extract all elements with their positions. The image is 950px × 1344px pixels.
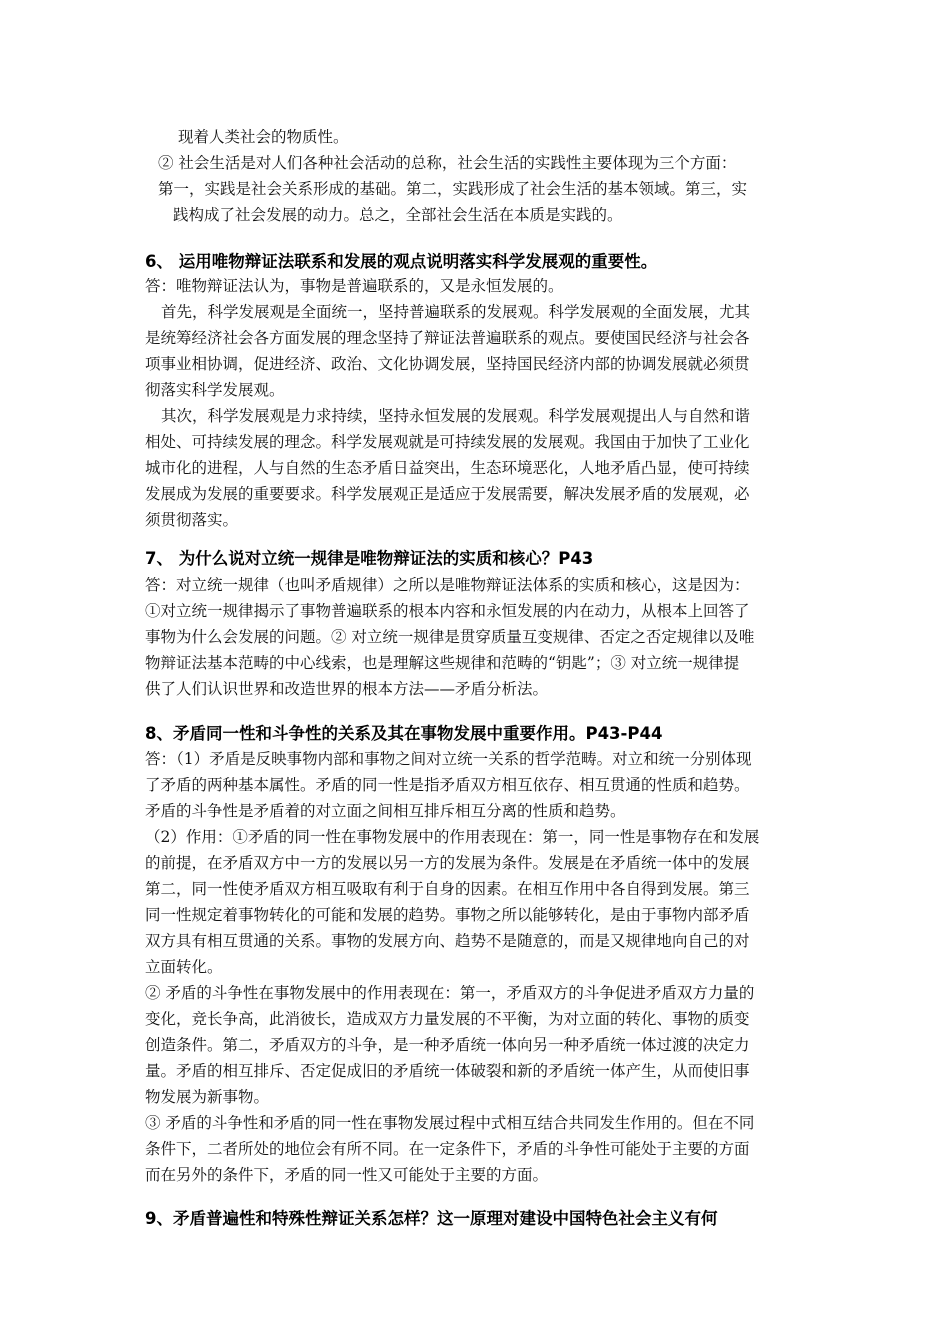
answer-line: 首先，科学发展观是全面统一，坚持普遍联系的发展观。科学发展观的全面发展，尤其 [161, 303, 751, 321]
answer-line: 须贯彻落实。 [145, 511, 239, 529]
answer-line: 事物为什么会发展的问题。② 对立统一规律是贯穿质量互变规律、否定之否定规律以及唯 [145, 628, 755, 646]
answer-line: 同一性规定着事物转化的可能和发展的趋势。事物之所以能够转化，是由于事物内部矛盾 [145, 906, 750, 924]
answer-line: 条件下，二者所处的地位会有所不同。在一定条件下，矛盾的斗争性可能处于主要的方面 [145, 1140, 750, 1158]
answer-line: 相处、可持续发展的理念。科学发展观就是可持续发展的发展观。我国由于加快了工业化 [145, 433, 750, 451]
answer-line: 矛盾的斗争性是矛盾着的对立面之间相互排斥相互分离的性质和趋势。 [145, 802, 626, 820]
answer-line: 彻落实科学发展观。 [145, 381, 285, 399]
answer-line: ② 矛盾的斗争性在事物发展中的作用表现在：第一，矛盾双方的斗争促进矛盾双方力量的 [145, 984, 755, 1002]
answer-line: 而在另外的条件下，矛盾的同一性又可能处于主要的方面。 [145, 1166, 549, 1184]
answer-line: 的前提，在矛盾双方中一方的发展以另一方的发展为条件。发展是在矛盾统一体中的发展 [145, 854, 750, 872]
answer-line: 供了人们认识世界和改造世界的根本方法——矛盾分析法。 [145, 680, 549, 698]
question-7-heading: 7、 为什么说对立统一规律是唯物辩证法的实质和核心？P43 [145, 549, 594, 568]
answer-line: ①对立统一规律揭示了事物普遍联系的根本内容和永恒发展的内在动力，从根本上回答了 [145, 602, 750, 620]
answer-line: ③ 矛盾的斗争性和矛盾的同一性在事物发展过程中式相互结合共同发生作用的。但在不同 [145, 1114, 755, 1132]
answer-line: 是统筹经济社会各方面发展的理念坚持了辩证法普遍联系的观点。要使国民经济与社会各 [145, 329, 750, 347]
answer-line: 答：（1）矛盾是反映事物内部和事物之间对立统一关系的哲学范畴。对立和统一分别体现 [145, 750, 752, 768]
answer-line: 答：对立统一规律（也叫矛盾规律）之所以是唯物辩证法体系的实质和核心，这是因为： [145, 576, 750, 594]
answer-line: 双方具有相互贯通的关系。事物的发展方向、趋势不是随意的，而是又规律地向自己的对 [145, 932, 750, 950]
answer-line: 物辩证法基本范畴的中心线索，也是理解这些规律和范畴的“钥匙”；③ 对立统一规律提 [145, 654, 740, 672]
answer-line: 立面转化。 [145, 958, 223, 976]
paragraph-line: 现着人类社会的物质性。 [178, 128, 349, 146]
question-6-heading: 6、 运用唯物辩证法联系和发展的观点说明落实科学发展观的重要性。 [145, 252, 658, 271]
answer-line: 物发展为新事物。 [145, 1088, 270, 1106]
answer-line: 答：唯物辩证法认为，事物是普遍联系的，又是永恒发展的。 [145, 277, 564, 295]
answer-line: 变化，竞长争高，此消彼长，造成双方力量发展的不平衡，为对立面的转化、事物的质变 [145, 1010, 750, 1028]
answer-line: 量。矛盾的相互排斥、否定促成旧的矛盾统一体破裂和新的矛盾统一体产生，从而使旧事 [145, 1062, 750, 1080]
paragraph-line: 践构成了社会发展的动力。总之，全部社会生活在本质是实践的。 [173, 206, 623, 224]
answer-line: 第二，同一性使矛盾双方相互吸取有利于自身的因素。在相互作用中各自得到发展。第三 [145, 880, 750, 898]
answer-line: 项事业相协调，促进经济、政治、文化协调发展，坚持国民经济内部的协调发展就必须贯 [145, 355, 750, 373]
question-8-heading: 8、矛盾同一性和斗争性的关系及其在事物发展中重要作用。P43-P44 [145, 724, 663, 743]
paragraph-line: 第一，实践是社会关系形成的基础。第二，实践形成了社会生活的基本领域。第三，实 [158, 180, 748, 198]
answer-line: （2）作用：①矛盾的同一性在事物发展中的作用表现在：第一，同一性是事物存在和发展 [145, 828, 760, 846]
answer-line: 城市化的进程，人与自然的生态矛盾日益突出，生态环境恶化，人地矛盾凸显，使可持续 [145, 459, 750, 477]
answer-line: 了矛盾的两种基本属性。矛盾的同一性是指矛盾双方相互依存、相互贯通的性质和趋势。 [145, 776, 750, 794]
paragraph-line: ② 社会生活是对人们各种社会活动的总称，社会生活的实践性主要体现为三个方面： [158, 154, 737, 172]
question-9-heading: 9、矛盾普遍性和特殊性辩证关系怎样？这一原理对建设中国特色社会主义有何 [145, 1209, 718, 1228]
answer-line: 创造条件。第二，矛盾双方的斗争，是一种矛盾统一体向另一种矛盾统一体过渡的决定力 [145, 1036, 750, 1054]
answer-line: 其次，科学发展观是力求持续，坚持永恒发展的发展观。科学发展观提出人与自然和谐 [161, 407, 751, 425]
answer-line: 发展成为发展的重要要求。科学发展观正是适应于发展需要，解决发展矛盾的发展观，必 [145, 485, 750, 503]
